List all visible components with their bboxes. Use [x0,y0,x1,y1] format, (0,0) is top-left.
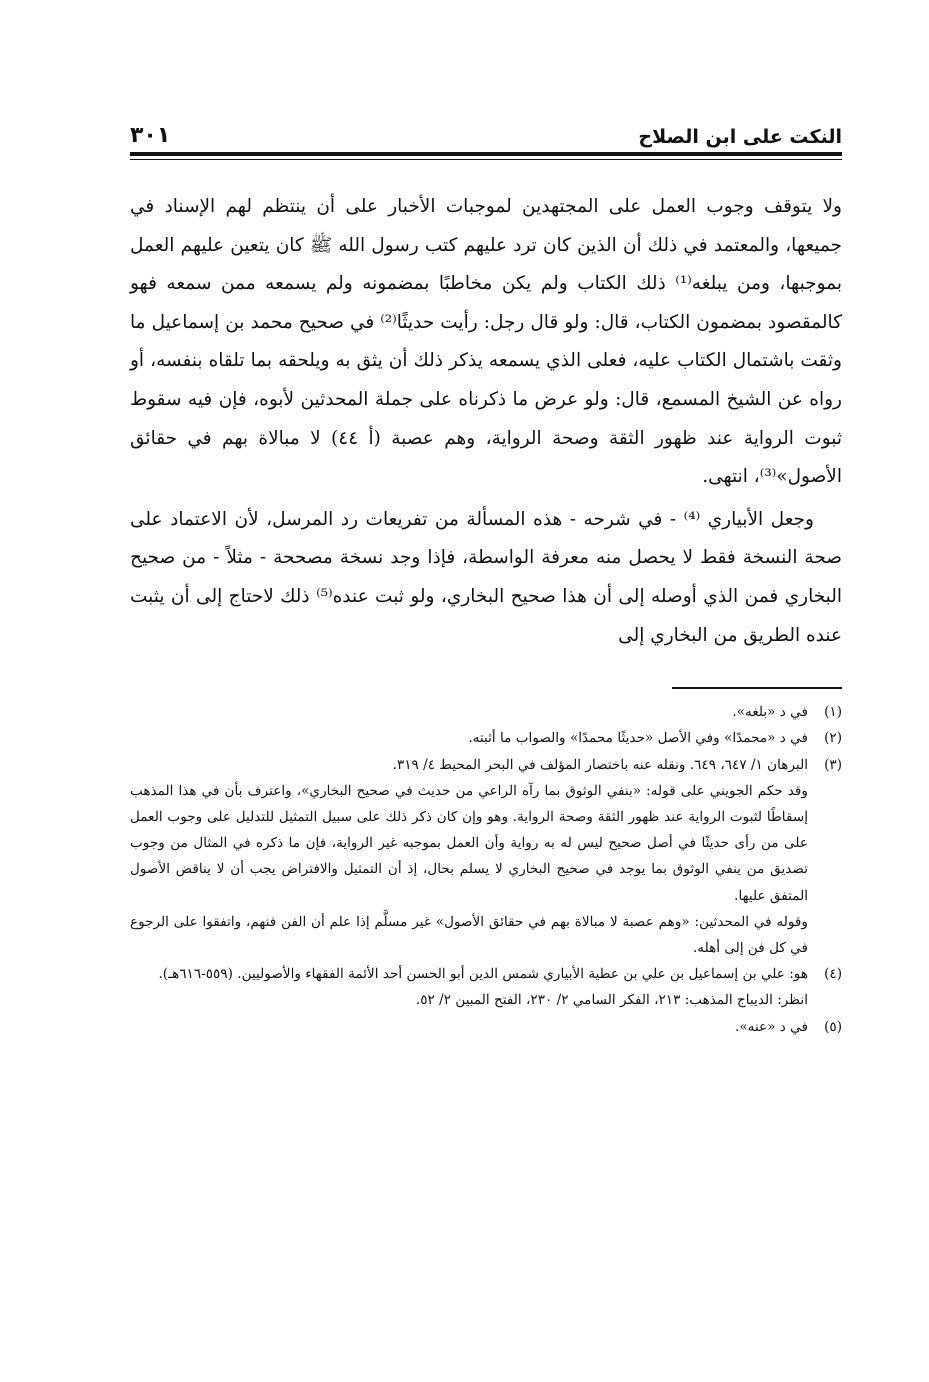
main-text [130,188,842,655]
footnote-text: البرهان ١/ ٦٤٧، ٦٤٩. ونقله عنه باختصار المؤلف في البحر المحيط ٤/ ٣١٩. [392,756,808,773]
footnote [130,699,842,725]
body-paragraph: ولا يتوقف وجوب العمل على المجتهدين لموجبات الأخبار على أن ينتظم لهم الإسناد في جميعها، والمعتمد في ذلك أن الذين كان ترد عليهم كتب رسول الله ﷺ كان يتعين عليهم العمل بموجبها، ومن يبلغه⁽¹⁾ ذلك الكتاب ولم يكن مخاطبًا بمضمونه ولم يسمعه ممن سمعه فهو كالمقصود بمضمون الكتاب، قال: ولو قال رجل: رأيت حديثًا⁽²⁾ في صحيح محمد بن إسماعيل ما وثقت باشتمال الكتاب عليه، فعلى الذي يسمعه يذكر ذلك أن يثق به ويلحقه بما تلقاه بنفسه، أو رواه عن الشيخ المسمع، قال: ولو عرض ما ذكرناه على جملة المحدثين لأبوه، فإن فيه سقوط ثبوت الرواية عند ظهور الثقة وصحة الرواية، وهم عصبة (أ ٤٤) لا مبالاة بهم في حقائق الأصول»⁽³⁾، انتهى. [130,196,843,488]
footnote [130,752,842,778]
page-header [130,108,842,148]
footnote-continuation: وقد حكم الجويني على قوله: «بنفي الوثوق بما رآه الراعي من حديث في صحيح البخاري»، واعترف بأن في هذا المذهب إسقاطًا لثبوت الرواية عند ظهور الثقة وصحة الرواية. وهو وإن كان ذكر ذلك على سبيل التمثيل للتدليل على وجوب العمل على من رأى حديثًا في أصل صحيح ليس له به رواية وأن العمل بموجبه غير الرواية، فإن ما ذكره في المثال من وجوب تصديق من ينفي الوثوق بما يوجد في صحيح البخاري لا يسلم بحال، إذ أن التمثيل والافتراض يجب أن لا يناقض الأصول المتفق عليها. [130,782,808,904]
footnote-number: (٢) [824,730,842,747]
footnote-text: هو: علي بن إسماعيل بن علي بن عطية الأبياري شمس الدين أبو الحسن أحد الأئمة الفقهاء والأصوليين. (٥٥٩-٦١٦هـ). [158,966,808,983]
footnote [130,961,842,987]
header-rule-thin [130,159,842,160]
footnote-number: (٤) [824,966,842,983]
footnote [130,725,842,751]
footnote-number: (٣) [824,756,842,773]
footnote-number: (١) [824,704,842,721]
footnote [130,1014,842,1040]
footnote-text: في د «عنه». [735,1018,808,1035]
page-number: ٣٠١ [130,123,171,148]
footnotes [130,699,842,1040]
header-rule-thick [130,152,842,156]
body-paragraph: وجعل الأبياري ⁽⁴⁾ - في شرحه - هذه المسألة من تفريعات رد المرسل، لأن الاعتماد على صحة النسخة فقط لا يحصل منه معرفة الواسطة، فإذا وجد نسخة مصححة - مثلاً - من صحيح البخاري فمن الذي أوصله إلى أن هذا صحيح البخاري، ولو ثبت عنده⁽⁵⁾ ذلك لاحتاج إلى أن يثبت عنده الطريق من البخاري إلى [130,508,843,646]
running-title: النكت على ابن الصلاح [638,126,842,148]
footnote-number: (٥) [824,1018,842,1035]
footnote-separator [672,687,842,689]
book-page [130,108,842,1040]
footnote-continuation: انظر: الديباج المذهب: ٢١٣، الفكر السامي ٢/ ٢٣٠، الفتح المبين ٢/ ٥٢. [415,992,808,1009]
footnote-text: في د «محمدًا» وفي الأصل «حديثًا محمدًا» والصواب ما أثبته. [468,730,808,747]
footnote-text: في د «بلغه». [732,704,808,721]
footnote-continuation: وقوله في المحدثين: «وهم عصبة لا مبالاة بهم في حقائق الأصول» غير مسلَّم إذا علم أن الفن فنهم، واتفقوا على الرجوع في كل فن إلى أهله. [130,913,808,956]
